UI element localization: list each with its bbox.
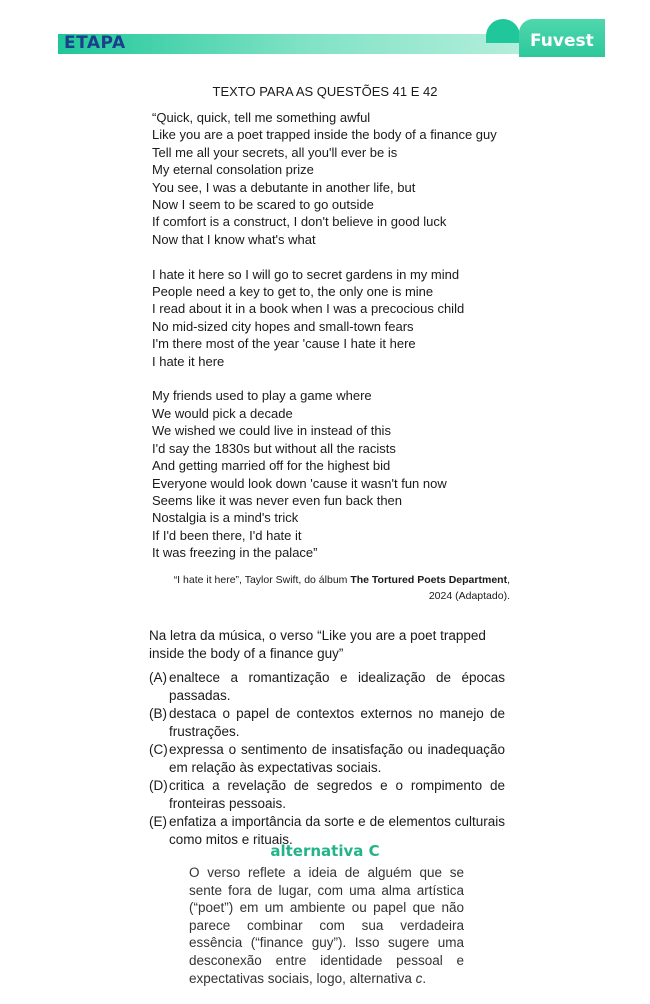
lyric-line: And getting married off for the highest bid xyxy=(152,458,391,474)
answer-options xyxy=(149,669,505,849)
lyric-line: I read about it in a book when I was a precocious child xyxy=(152,301,465,317)
caption-line-2: 2024 (Adaptado). xyxy=(428,590,510,602)
lyric-line: “Quick, quick, tell me something awful xyxy=(152,110,371,125)
lyric-line: If I'd been there, I'd hate it xyxy=(152,527,302,543)
lyric-line: Seems like it was never even fun back then xyxy=(152,492,403,508)
explanation-text: O verso reflete a ideia de alguém que se sente fora de lugar, com uma alma artística (“poet”) em um ambiente ou papel que não parece combinar com sua verdadeira essência (“finance guy”). Isso sugere uma desconexão entre identidade pessoal e expectativas sociais, logo, alternativa xyxy=(189,865,464,986)
stanza xyxy=(152,109,497,248)
lyric-line: It was freezing in the palace” xyxy=(152,545,318,561)
lyric-line: Nostalgia is a mind's trick xyxy=(152,510,299,526)
option-d xyxy=(149,777,505,813)
option-letter: (E) xyxy=(149,814,167,829)
lyric-line: I hate it here xyxy=(152,353,225,369)
option-text: destaca o papel de contextos externos no manejo de frustrações. xyxy=(169,706,505,739)
option-text: enaltece a romantização e idealização de épocas passadas. xyxy=(169,670,505,703)
answer-explanation xyxy=(189,864,464,987)
option-text: critica a revelação de segredos e o rompimento de fronteiras pessoais. xyxy=(169,778,505,811)
lyric-line: People need a key to get to, the only one is mine xyxy=(152,284,434,300)
section-heading: TEXTO PARA AS QUESTÕES 41 E 42 xyxy=(212,84,438,99)
option-letter: (C) xyxy=(149,742,168,757)
lyric-line: Tell me all your secrets, all you'll ever be is xyxy=(152,144,398,160)
lyric-line: Now that I know what's what xyxy=(152,231,316,247)
option-a xyxy=(149,669,505,705)
option-letter: (B) xyxy=(149,706,167,721)
lyric-line: Now I seem to be scared to go outside xyxy=(152,197,374,213)
lyric-line: No mid-sized city hopes and small-town fears xyxy=(152,318,414,334)
option-b xyxy=(149,705,505,741)
lyric-line: I'm there most of the year 'cause I hate it here xyxy=(152,336,416,352)
option-text: expressa o sentimento de insatisfação ou inadequação em relação às expectativas sociais. xyxy=(169,742,505,775)
caption-suffix: , xyxy=(507,574,510,586)
lyric-line: If comfort is a construct, I don't believe in good luck xyxy=(152,214,447,230)
lyric-line: I hate it here so I will go to secret gardens in my mind xyxy=(152,266,460,282)
answer-title: alternativa C xyxy=(270,842,380,860)
source-caption xyxy=(174,572,510,604)
explanation-end: . xyxy=(422,970,427,986)
caption-prefix: “I hate it here”, Taylor Swift, do álbum xyxy=(173,574,351,586)
lyric-line: Like you are a poet trapped inside the body of a finance guy xyxy=(152,127,497,143)
lyric-line: Everyone would look down 'cause it wasn't fun now xyxy=(152,475,447,491)
explanation-letter: c xyxy=(415,970,423,986)
header-tab-knob xyxy=(486,19,520,43)
exam-name: Fuvest xyxy=(530,31,594,51)
lyrics-block xyxy=(152,109,497,579)
option-letter: (D) xyxy=(149,778,168,793)
lyric-line: We would pick a decade xyxy=(152,405,293,421)
album-title: The Tortured Poets Department xyxy=(350,574,508,586)
lyric-line: I'd say the 1830s but without all the racists xyxy=(152,440,396,456)
lyric-line: We wished we could live in instead of this xyxy=(152,423,391,439)
lyric-line: My friends used to play a game where xyxy=(152,388,372,404)
etapa-logo: ETAPA xyxy=(64,33,126,53)
stanza xyxy=(152,266,497,370)
option-letter: (A) xyxy=(149,670,167,685)
question-stem: Na letra da música, o verso “Like you are a poet trapped inside the body of a finance guy” xyxy=(149,628,486,661)
caption-line-1 xyxy=(174,572,510,588)
option-c xyxy=(149,741,505,777)
option-text: enfatiza a importância da sorte e de elementos culturais como mitos e rituais. xyxy=(169,814,505,847)
stanza xyxy=(152,387,497,561)
lyric-line: You see, I was a debutante in another life, but xyxy=(152,179,416,195)
lyric-line: My eternal consolation prize xyxy=(152,162,314,178)
